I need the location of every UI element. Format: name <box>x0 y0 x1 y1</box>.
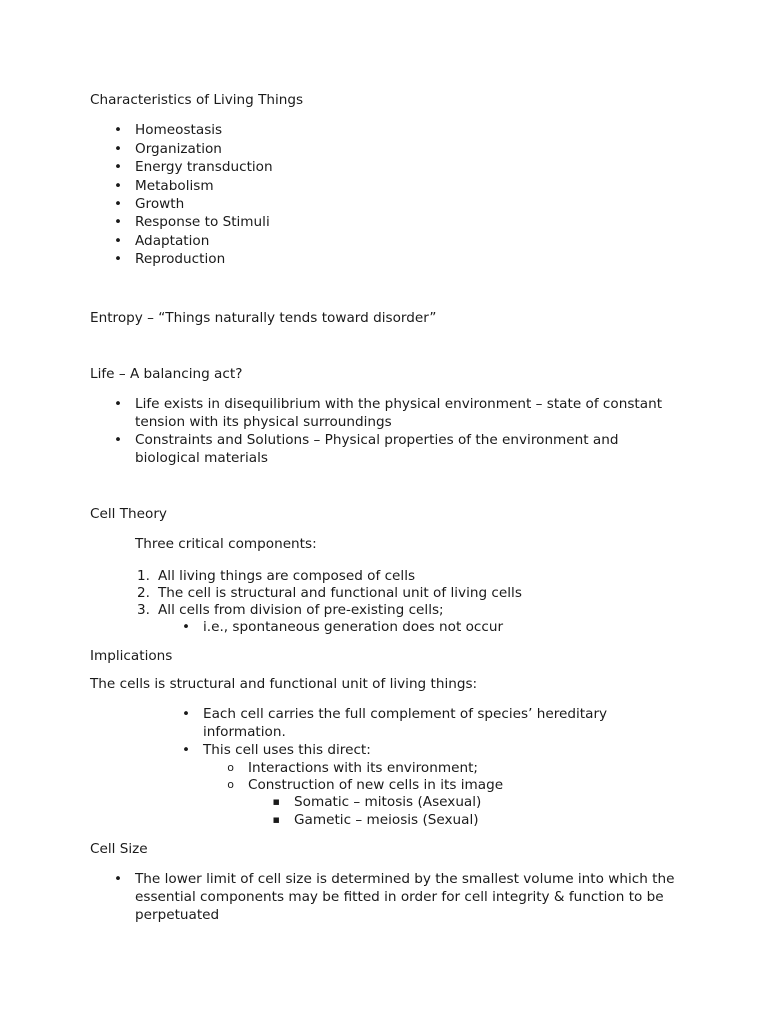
numbered-item: All living things are composed of cells <box>158 568 416 584</box>
cell-size-heading: Cell Size <box>90 841 148 857</box>
list-item: The lower limit of cell size is determined by the smallest volume into which the essential components may be fitted in order for cell integrity & function to be perpetuated <box>135 871 675 923</box>
characteristics-heading: Characteristics of Living Things <box>90 92 304 108</box>
bullet-marker: • <box>113 178 122 194</box>
number-marker: 1. <box>137 568 150 584</box>
implications-intro: The cells is structural and functional unit of living things: <box>90 676 478 692</box>
bullet-marker: • <box>113 396 122 412</box>
list-item: This cell uses this direct: <box>203 742 371 758</box>
list-item: Life exists in disequilibrium with the physical environment – state of constant tension with its physical surroundings <box>135 396 663 430</box>
list-item: Adaptation <box>135 233 210 249</box>
bullet-marker: • <box>113 251 122 267</box>
square-marker: ▪ <box>272 813 280 826</box>
square-marker: ▪ <box>272 795 280 808</box>
sub-list-item: i.e., spontaneous generation does not occur <box>203 619 504 635</box>
sub-sub-list-item: Gametic – meiosis (Sexual) <box>294 812 479 828</box>
numbered-item: The cell is structural and functional unit of living cells <box>158 585 522 601</box>
list-item: Response to Stimuli <box>135 214 270 230</box>
bullet-marker: • <box>181 706 190 722</box>
cell-theory-intro: Three critical components: <box>135 536 317 552</box>
sub-list-item: Construction of new cells in its image <box>248 777 504 793</box>
bullet-marker: • <box>113 196 122 212</box>
bullet-marker: • <box>181 619 190 635</box>
entropy-line: Entropy – “Things naturally tends toward disorder” <box>90 310 437 326</box>
list-item: Constraints and Solutions – Physical properties of the environment and biological materials <box>135 432 619 466</box>
bullet-marker: • <box>181 742 190 758</box>
bullet-marker: • <box>113 159 122 175</box>
list-item: Energy transduction <box>135 159 273 175</box>
numbered-item: All cells from division of pre-existing cells; <box>158 602 444 618</box>
cell-theory-heading: Cell Theory <box>90 506 167 522</box>
list-item: Homeostasis <box>135 122 223 138</box>
list-item: Growth <box>135 196 185 212</box>
circle-marker: o <box>227 778 234 791</box>
number-marker: 2. <box>137 585 150 601</box>
sub-sub-list-item: Somatic – mitosis (Asexual) <box>294 794 482 810</box>
life-heading: Life – A balancing act? <box>90 366 243 382</box>
number-marker: 3. <box>137 602 150 618</box>
list-item: Each cell carries the full complement of species’ hereditary information. <box>203 706 608 740</box>
bullet-marker: • <box>113 122 122 138</box>
list-item: Reproduction <box>135 251 226 267</box>
bullet-marker: • <box>113 432 122 448</box>
circle-marker: o <box>227 761 234 774</box>
bullet-marker: • <box>113 871 122 887</box>
bullet-marker: • <box>113 214 122 230</box>
bullet-marker: • <box>113 141 122 157</box>
implications-heading: Implications <box>90 648 173 664</box>
bullet-marker: • <box>113 233 122 249</box>
list-item: Metabolism <box>135 178 214 194</box>
list-item: Organization <box>135 141 222 157</box>
sub-list-item: Interactions with its environment; <box>248 760 478 776</box>
